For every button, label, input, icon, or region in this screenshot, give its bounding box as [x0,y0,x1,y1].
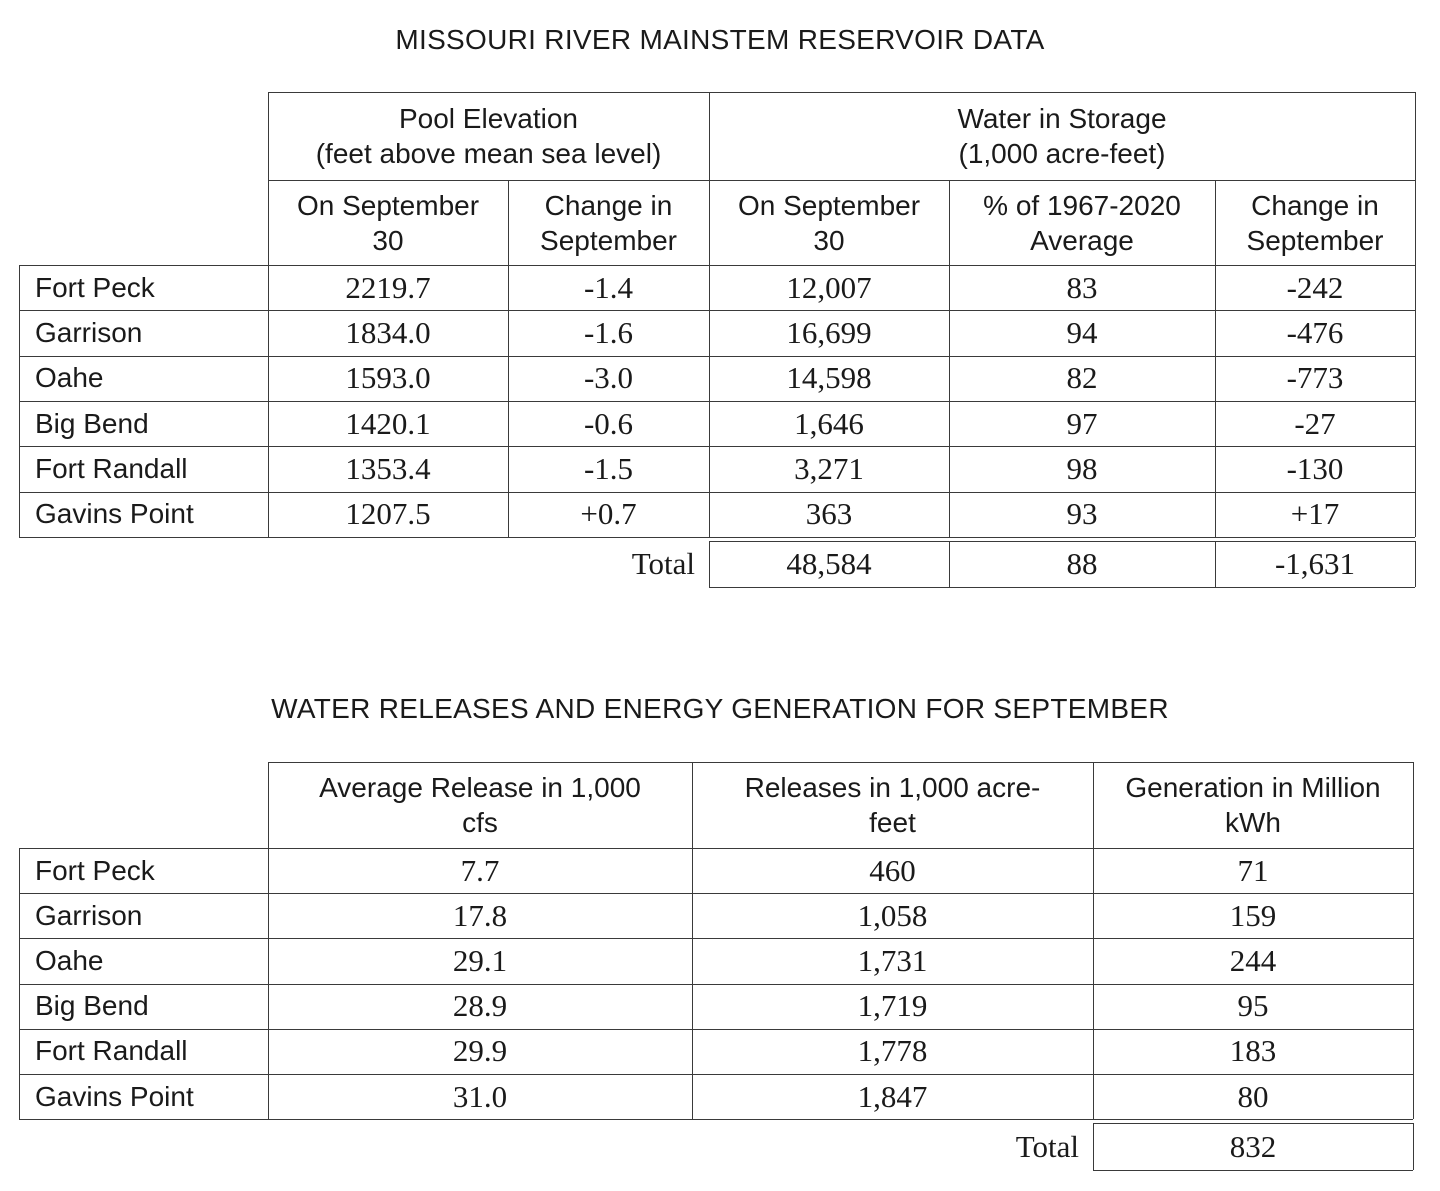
total-label: Total [631,545,695,581]
table-cell: 1,731 [857,942,928,978]
column-header-storage-change: Change in September [1246,189,1384,256]
reservoir-name: Garrison [35,316,143,348]
table-cell: 94 [1066,314,1098,350]
table-cell: 7.7 [460,852,500,888]
reservoir-name: Fort Randall [35,452,188,484]
table-cell: 16,699 [786,314,872,350]
table-cell: -476 [1286,314,1344,350]
table-cell: -242 [1286,269,1344,305]
table-cell: 31.0 [452,1078,508,1114]
column-header-releases: Releases in 1,000 acre- feet [744,772,1041,838]
table-cell: 1,719 [857,988,928,1024]
table-cell: -1.6 [583,314,634,350]
table-rule [1415,541,1416,587]
table-cell: 29.1 [452,942,508,978]
table-rule [19,1119,1413,1120]
reservoir-name: Fort Peck [35,271,155,303]
table-cell: 1,778 [857,1033,928,1069]
total-storage-change: -1,631 [1274,545,1356,581]
reservoir-name: Gavins Point [35,498,194,530]
reservoir-name: Fort Peck [35,854,155,886]
table-cell: 1834.0 [345,314,431,350]
table-rule [709,587,1415,588]
table-cell: 1353.4 [345,450,431,486]
table-cell: 12,007 [786,269,872,305]
table-rule [19,537,1415,538]
table-cell: 97 [1066,405,1098,441]
table-cell: 1,847 [857,1078,928,1114]
table-cell: 460 [869,852,916,888]
reservoir-name: Gavins Point [35,1080,194,1112]
total-generation: 832 [1229,1128,1277,1164]
pool-elevation-header: Pool Elevation (feet above mean sea level) [315,103,662,169]
column-header-pool-on-sep30: On September 30 [296,189,480,256]
total-label: Total [1015,1128,1079,1164]
table-cell: 363 [805,496,853,532]
table-cell: 98 [1066,450,1098,486]
table-cell: 29.9 [452,1033,508,1069]
column-header-avg-release: Average Release in 1,000 cfs [319,772,641,838]
reservoir-name: Big Bend [35,990,149,1022]
reservoir-name: Big Bend [35,407,149,439]
table-cell: +0.7 [580,496,637,532]
table-cell: 82 [1066,360,1098,396]
column-header-pool-change: Change in September [540,189,677,256]
table-cell: -27 [1294,405,1336,441]
reservoir-name: Oahe [35,944,104,976]
total-pct: 88 [1066,545,1098,581]
table-cell: 1,646 [794,405,864,441]
column-header-storage-on-sep30: On September 30 [737,189,921,256]
table-cell: 1,058 [857,897,928,933]
table-cell: +17 [1290,496,1340,532]
table-cell: 159 [1229,897,1277,933]
table-rule [1413,1123,1414,1170]
table-cell: -773 [1286,360,1344,396]
column-header-generation: Generation in Million kWh [1125,772,1381,838]
table-cell: -130 [1286,450,1344,486]
reservoir-name: Fort Randall [35,1035,188,1067]
table-cell: -0.6 [583,405,634,441]
table-cell: 28.9 [452,988,508,1024]
table-cell: 1420.1 [345,405,431,441]
water-storage-header: Water in Storage (1,000 acre-feet) [957,103,1167,169]
table-cell: 1593.0 [345,360,431,396]
table-cell: 183 [1229,1033,1277,1069]
reservoir-name: Garrison [35,899,143,931]
column-header-storage-pct-avg: % of 1967-2020 Average [983,189,1181,256]
releases-table-title: WATER RELEASES AND ENERGY GENERATION FOR SEPTEMBER [271,693,1169,724]
table-cell: 244 [1229,942,1277,978]
table-cell: 14,598 [786,360,872,396]
table-cell: 83 [1066,269,1098,305]
table-cell: -1.4 [583,269,634,305]
total-storage: 48,584 [786,545,872,581]
table-rule [1415,92,1416,537]
table-cell: 3,271 [794,450,864,486]
table-cell: -3.0 [583,360,634,396]
table-cell: 2219.7 [345,269,431,305]
reservoir-table-title: MISSOURI RIVER MAINSTEM RESERVOIR DATA [395,24,1045,55]
table-cell: 93 [1066,496,1098,532]
table-cell: 1207.5 [345,496,431,532]
table-cell: -1.5 [583,450,634,486]
table-cell: 80 [1237,1078,1269,1114]
table-cell: 17.8 [452,897,508,933]
table-cell: 95 [1237,988,1269,1024]
table-rule [1413,762,1414,1119]
reservoir-name: Oahe [35,362,104,394]
table-cell: 71 [1237,852,1269,888]
table-rule [1093,1170,1413,1171]
